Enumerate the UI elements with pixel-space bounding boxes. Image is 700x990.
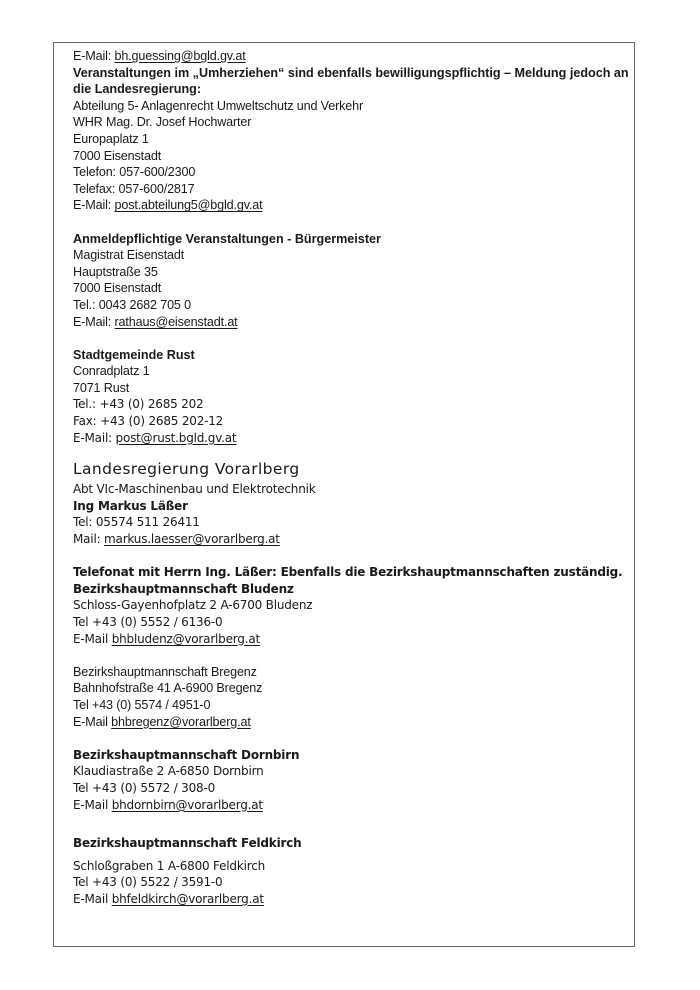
fax-line: Fax: +43 (0) 2685 202-12 <box>73 414 224 429</box>
email-link-bregenz[interactable]: bhbregenz@vorarlberg.at <box>111 714 251 729</box>
email-label: E-Mail: <box>73 430 116 445</box>
email-line <box>73 430 633 447</box>
section-heading: Bezirkshauptmannschaft Dornbirn <box>73 747 300 762</box>
address-line: 7000 Eisenstadt <box>73 281 162 296</box>
email-line <box>73 48 633 65</box>
address-line: Magistrat Eisenstadt <box>73 248 185 263</box>
email-link-guessing[interactable]: bh.guessing@bgld.gv.at <box>114 49 246 63</box>
phone-line: Tel.: +43 (0) 2685 202 <box>73 397 204 412</box>
email-label: E-Mail <box>73 714 112 729</box>
email-line <box>73 314 633 331</box>
section-guessing-landesregierung <box>73 48 633 214</box>
address-line: Schloss-Gayenhofplatz 2 A-6700 Bludenz <box>73 598 313 613</box>
email-link-eisenstadt[interactable]: rathaus@eisenstadt.at <box>114 314 238 329</box>
email-label: E-Mail: <box>73 198 115 213</box>
address-line: 7000 Eisenstadt <box>73 148 162 163</box>
email-link-dornbirn[interactable]: bhdornbirn@vorarlberg.at <box>111 797 263 812</box>
section-bregenz <box>73 664 633 730</box>
email-label: E-Mail <box>73 631 112 646</box>
fax-line: Telefax: 057-600/2817 <box>73 181 195 196</box>
section-bludenz <box>73 564 633 647</box>
address-line: Abteilung 5- Anlagenrecht Umweltschutz und Verkehr <box>73 98 364 113</box>
section-dornbirn <box>73 747 633 813</box>
email-line <box>73 891 633 908</box>
section-heading: Anmeldepflichtige Veranstaltungen - Bürgermeister <box>73 231 381 246</box>
email-line <box>73 797 633 814</box>
address-line: WHR Mag. Dr. Josef Hochwarter <box>73 115 252 130</box>
section-feldkirch <box>73 835 633 907</box>
email-link-vorarlberg[interactable]: markus.laesser@vorarlberg.at <box>104 532 280 547</box>
email-link-rust[interactable]: post@rust.bgld.gv.at <box>115 430 237 445</box>
section-heading: Bezirkshauptmannschaft Bludenz <box>73 581 294 596</box>
section-heading: Bezirkshauptmannschaft Feldkirch <box>73 836 302 851</box>
email-line <box>73 714 633 731</box>
contact-person: Ing Markus Läßer <box>73 498 188 513</box>
notice-telefonat: Telefonat mit Herrn Ing. Läßer: Ebenfalls die Bezirkshauptmannschaften zuständig. <box>73 565 623 580</box>
email-label: E-Mail: <box>73 49 115 63</box>
section-eisenstadt <box>73 231 633 331</box>
department-line: Abt VIc-Maschinenbau und Elektrotechnik <box>73 482 316 497</box>
phone-line: Tel +43 (0) 5522 / 3591-0 <box>73 875 223 890</box>
phone-line: Tel: 05574 511 26411 <box>73 515 200 530</box>
email-line <box>73 631 633 648</box>
email-label: E-Mail <box>73 891 112 906</box>
email-label: Mail: <box>73 532 105 547</box>
section-heading: Bezirkshauptmannschaft Bregenz <box>73 664 257 679</box>
section-heading: Stadtgemeinde Rust <box>73 347 195 362</box>
address-line: Hauptstraße 35 <box>73 264 158 279</box>
email-label: E-Mail: <box>73 314 115 329</box>
phone-line: Tel +43 (0) 5574 / 4951-0 <box>73 697 211 712</box>
email-link-abteilung5[interactable]: post.abteilung5@bgld.gv.at <box>114 198 263 213</box>
email-link-bludenz[interactable]: bhbludenz@vorarlberg.at <box>111 631 260 646</box>
address-line: 7071 Rust <box>73 380 130 395</box>
email-label: E-Mail <box>73 797 112 812</box>
address-line: Europaplatz 1 <box>73 131 149 146</box>
address-line: Conradplatz 1 <box>73 364 150 379</box>
phone-line: Tel +43 (0) 5572 / 308-0 <box>73 780 216 795</box>
email-line <box>73 531 633 548</box>
address-line: Schloßgraben 1 A-6800 Feldkirch <box>73 858 265 873</box>
address-line: Klaudiastraße 2 A-6850 Dornbirn <box>73 764 264 779</box>
notice-umherziehen: Veranstaltungen im „Umherziehen“ sind ebenfalls bewilligungspflichtig – Meldung jedoch an die Landesregierung: <box>73 65 629 97</box>
phone-line: Tel.: 0043 2682 705 0 <box>73 297 191 312</box>
address-line: Bahnhofstraße 41 A-6900 Bregenz <box>73 681 263 696</box>
document-body <box>73 48 633 908</box>
email-line <box>73 197 633 214</box>
email-link-feldkirch[interactable]: bhfeldkirch@vorarlberg.at <box>111 891 264 906</box>
section-vorarlberg <box>73 458 633 547</box>
phone-line: Telefon: 057-600/2300 <box>73 165 196 180</box>
section-rust <box>73 347 633 447</box>
phone-line: Tel +43 (0) 5552 / 6136-0 <box>73 615 223 629</box>
section-title-vorarlberg: Landesregierung Vorarlberg <box>73 460 300 479</box>
